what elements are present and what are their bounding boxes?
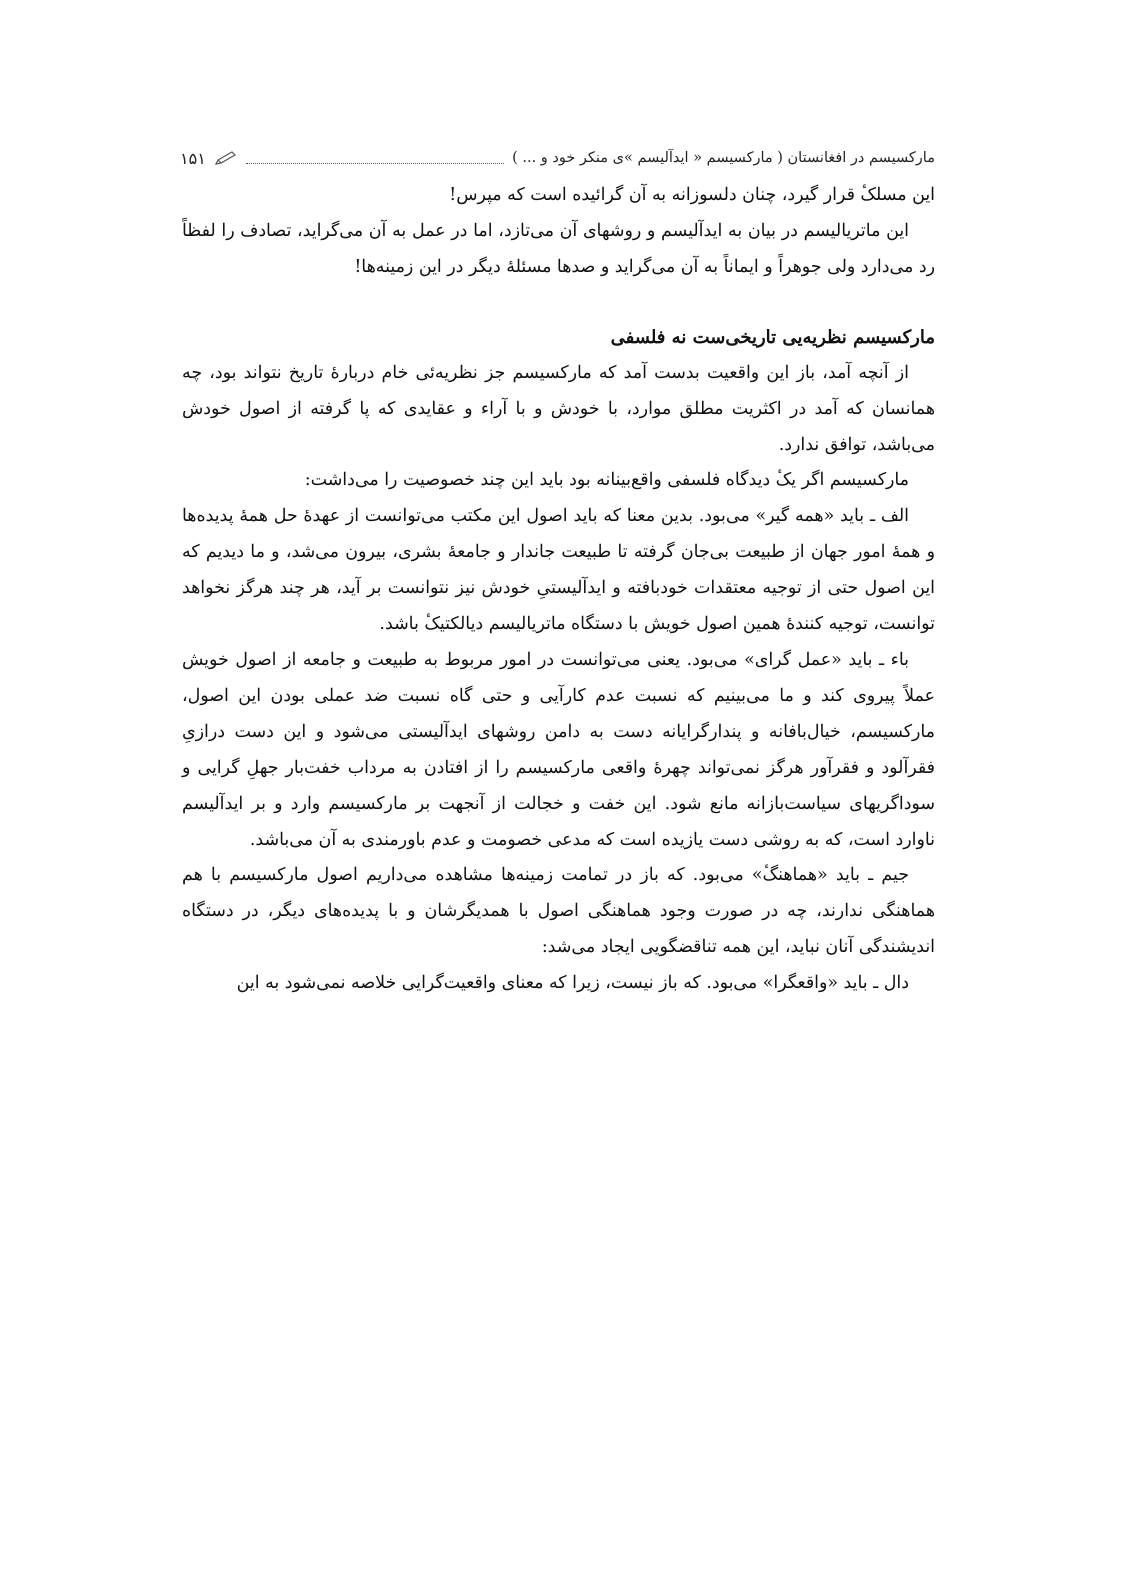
page-body — [182, 178, 935, 1002]
section-heading: مارکسیسم نظریه‌یی تاریخی‌ست نه فلسفی — [610, 326, 935, 348]
paragraph: دال ـ باید «واقعگرا» می‌بود. که باز نیست، زیرا که معنای واقعیت‌گرایی خلاصه نمی‌شود به این — [236, 973, 909, 994]
paragraph: این ماتریالیسم در بیان به ایدآلیسم و روشهای آن می‌تازد، اما در عمل به آن می‌گراید، تصادف را لفظاً رد می‌دارد ولی جوهراً و ایماناً به آن می‌گراید و صدها مسئلهٔ دیگر در این زمینه‌ها! — [182, 220, 935, 277]
paragraph: مارکسیسم اگر یکٔ دیدگاه فلسفی واقع‌بینانه بود باید این چند خصوصیت را می‌داشت: — [304, 470, 909, 491]
page-number: ۱۵۱ — [180, 148, 206, 168]
paragraph: این مسلکٔ قرار گیرد، چنان دلسوزانه به آن گرائیده است که مپرس! — [449, 185, 935, 205]
paragraph: جیم ـ باید «هماهنگٔ» می‌بود. که باز در تمامت زمینه‌ها مشاهده می‌داریم اصول مارکسیسم با هم هماهنگی ندارند، چه در صورت وجود هماهنگی اصول با همدیگرشان و با پدیده‌های دیگر، در دستگاه اندیشندگی آنان نباید، این همه تناقضگویی ایجاد می‌شد: — [182, 865, 935, 958]
paragraph: باء ـ باید «عمل گرای» می‌بود. یعنی می‌توانست در امور مربوط به طبیعت و جامعه از اصول خویش عملاً پیروی کند و ما می‌بینیم که نسبت عدم کارآیی و حتی گاه نسبت ضد عملی بودن این اصول، مارکسیسم، خیال‌بافانه و پندارگرایانه دست به دامن روشهای ایدآلیستی می‌شود و این دست درازیِ فقرآلود و فقرآور هرگز نمی‌تواند چهرهٔ واقعی مارکسیسم را از افتادن به مرداب خفت‌بار جهلِ گرایی و سوداگریهای سیاست‌بازانه مانع شود. این خفت و خجالت از آنجهت بر مارکسیسم وارد و بر ایدآلیسم ناوارد است، که به روشی دست یازیده است که مدعی خصومت و عدم باورمندی به آن می‌باشد. — [182, 649, 935, 850]
paragraph: از آنچه آمد، باز این واقعیت بدست آمد که مارکسیسم جز نظریه‌ئی خام دربارهٔ تاریخ نتواند بود، چه همانسان که آمد در اکثریت مطلق موارد، با خودش و با آراء و عقایدی که پا گرفته از اصول خودش می‌باشد، توافق ندارد. — [182, 362, 935, 455]
running-header — [180, 143, 935, 173]
pen-icon — [214, 150, 238, 166]
paragraph: الف ـ باید «همه گیر» می‌بود. بدین معنا که باید اصول این مکتب می‌توانست از عهدهٔ حل همهٔ پدیده‌ها و همهٔ امور جهان از طبیعت بی‌جان گرفته تا طبیعت جاندار و جامعهٔ بشری، بیرون می‌شد، و ما دیدیم که این اصول حتی از توجیه معتقدات خودبافته و ایدآلیستیِ خودش نیز نتوانست بر آید، هر چند هرگز نخواهد توانست، توجیه کنندهٔ همین اصول خویش با دستگاه ماتریالیسم دیالکتیکٔ باشد. — [182, 506, 935, 635]
running-title: مارکسیسم در افغانستان ( مارکسیسم « ایدآلیسم »ی منکر خود و ... ) — [512, 150, 935, 166]
header-dotted-leader — [246, 163, 504, 164]
